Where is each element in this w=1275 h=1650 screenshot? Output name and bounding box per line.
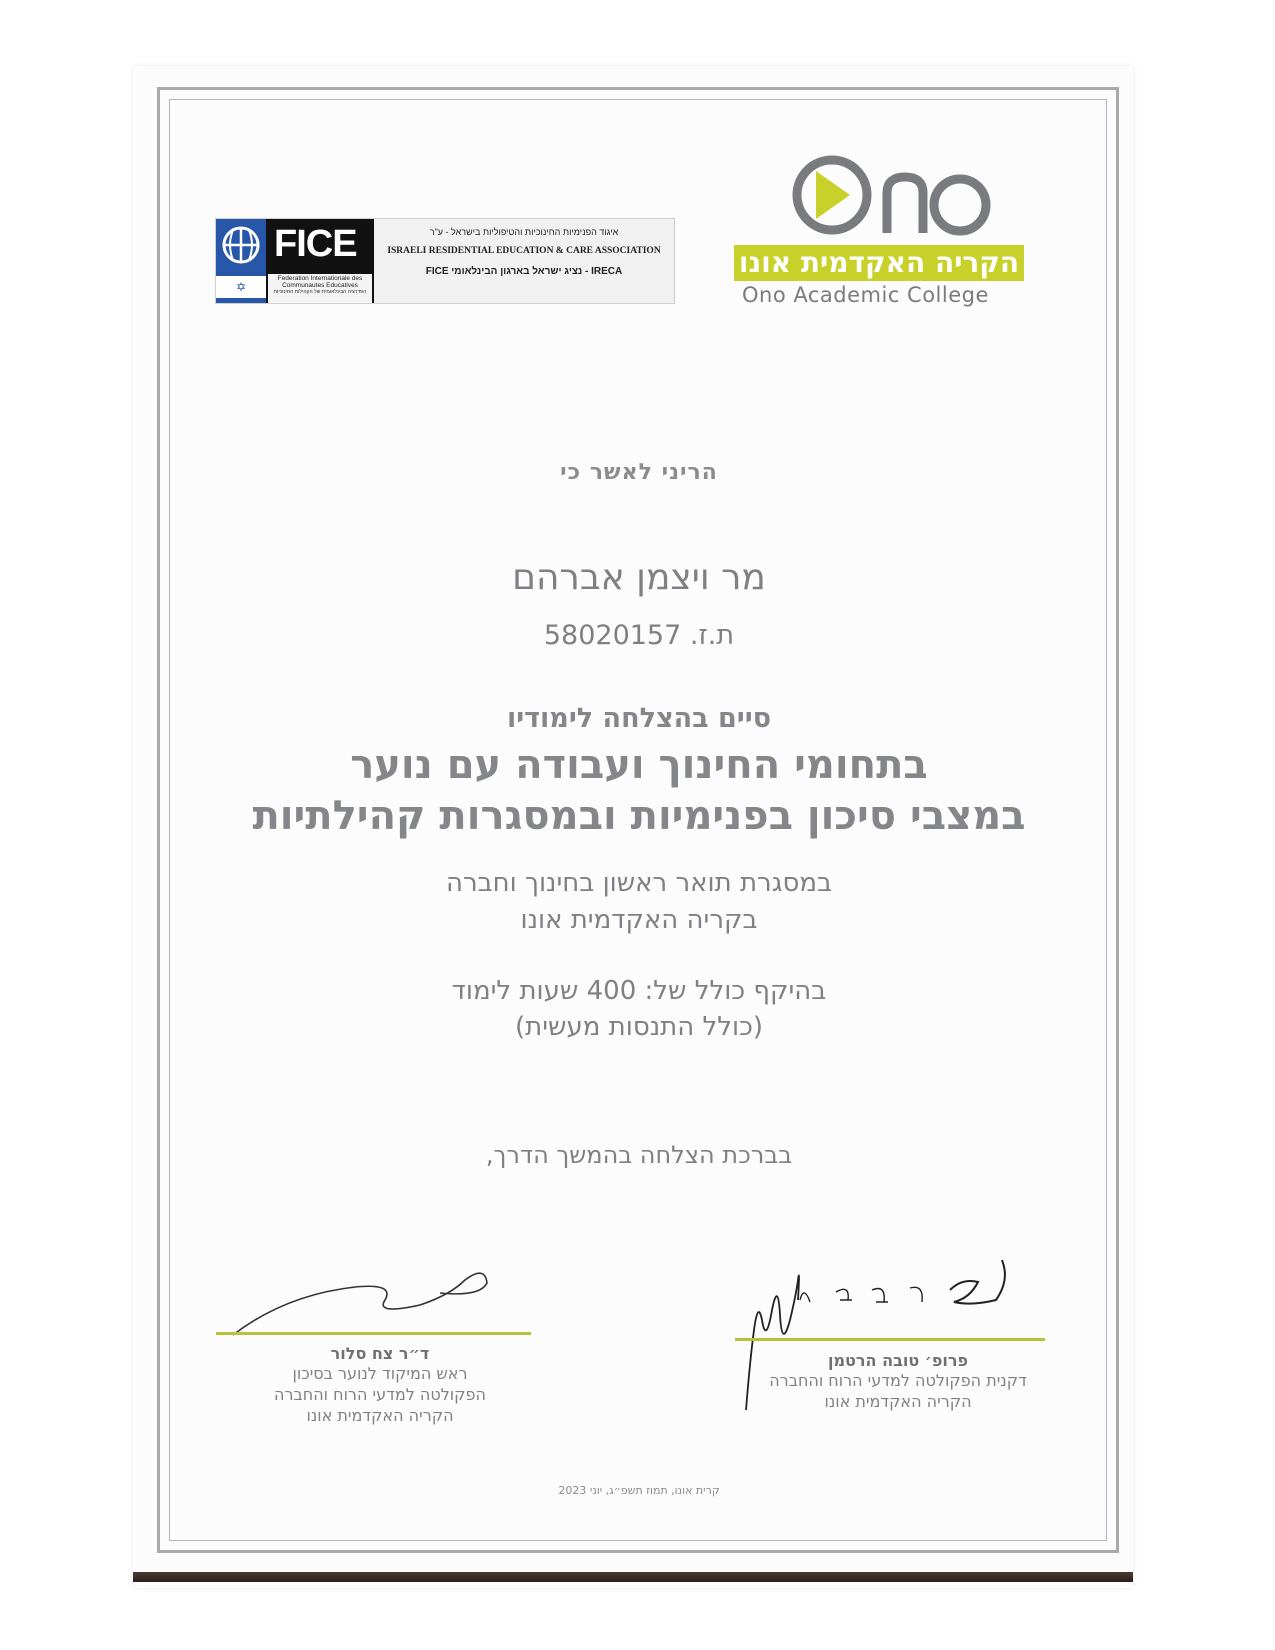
hours-line1: בהיקף כולל של: 400 שעות לימוד bbox=[451, 976, 827, 1006]
fice-subtitle-he: הפדרציה הבינלאומית של הקהילות החינוכיות bbox=[273, 289, 367, 295]
framework-line2: בקריה האקדמית אונו bbox=[520, 905, 758, 935]
ono-english-name: Ono Academic College bbox=[742, 283, 989, 307]
framework-line1: במסגרת תואר ראשון בחינוך וחברה bbox=[445, 868, 833, 898]
signer-right-role1: דקנית הפקולטה למדעי הרוח והחברה bbox=[769, 1371, 1027, 1390]
recipient-id: ת.ז. 58020157 bbox=[543, 620, 735, 651]
ono-wordmark-text: Ono bbox=[792, 155, 795, 156]
signer-left-block bbox=[240, 1344, 520, 1426]
closing-wishes: בברכת הצלחה בהמשך הדרך, bbox=[485, 1141, 793, 1169]
program-title-line2: במצבי סיכון בפנימיות ובמסגרות קהילתיות bbox=[252, 793, 1026, 839]
paper-bottom-shadow bbox=[133, 1572, 1133, 1582]
signature-line-left bbox=[216, 1332, 531, 1335]
signer-left-role1: ראש המיקוד לנוער בסיכון bbox=[292, 1364, 468, 1383]
signer-left-role2: הפקולטה למדעי הרוח והחברה bbox=[274, 1385, 486, 1404]
fice-logo-mark bbox=[216, 219, 374, 303]
completion-statement: סיים בהצלחה לימודיו bbox=[506, 703, 772, 734]
signer-left-name: ד״ר צח סלור bbox=[330, 1344, 430, 1363]
ono-hebrew-banner: הקריה האקדמית אונו bbox=[734, 245, 1024, 281]
program-title-line1: בתחומי החינוך ועבודה עם נוער bbox=[350, 742, 928, 788]
fice-globe-icon bbox=[216, 219, 266, 271]
signer-right-name: פרופ׳ טובה הרטמן bbox=[827, 1351, 969, 1370]
fice-logo bbox=[215, 218, 675, 304]
ono-wordmark bbox=[792, 155, 992, 245]
signature-left bbox=[225, 1255, 495, 1340]
fice-association-text bbox=[374, 219, 674, 303]
footer-place-date: קרית אונו, תמוז תשפ״ג, יוני 2023 bbox=[558, 1484, 720, 1497]
signer-right-role2: הקריה האקדמית אונו bbox=[824, 1392, 972, 1411]
fice-hebrew-line: איגוד הפנימיות החינוכיות והטיפוליות בישראל - ע"ר bbox=[429, 227, 619, 237]
hours-line2: (כולל התנסות מעשית) bbox=[515, 1012, 763, 1042]
signature-line-right bbox=[735, 1338, 1045, 1341]
ono-college-logo bbox=[732, 155, 1028, 310]
signer-right-block bbox=[738, 1351, 1058, 1412]
recipient-name: מר ויצמן אברהם bbox=[512, 557, 766, 598]
fice-wordmark: FICE bbox=[274, 223, 357, 265]
fice-subtitle bbox=[268, 274, 372, 303]
fice-english-line: ISRAELI RESIDENTIAL EDUCATION & CARE ASSOCIATION bbox=[387, 246, 661, 256]
israel-flag-icon: ✡ bbox=[216, 271, 266, 303]
fice-subtitle-en: Federation Internationale des Communautes Educatives bbox=[277, 275, 363, 289]
fice-ireca-line: IRECA - נציג ישראל בארגון הבינלאומי FICE bbox=[425, 266, 623, 277]
signer-left-role3: הקריה האקדמית אונו bbox=[306, 1406, 454, 1425]
certify-heading: הריני לאשר כי bbox=[560, 460, 718, 485]
